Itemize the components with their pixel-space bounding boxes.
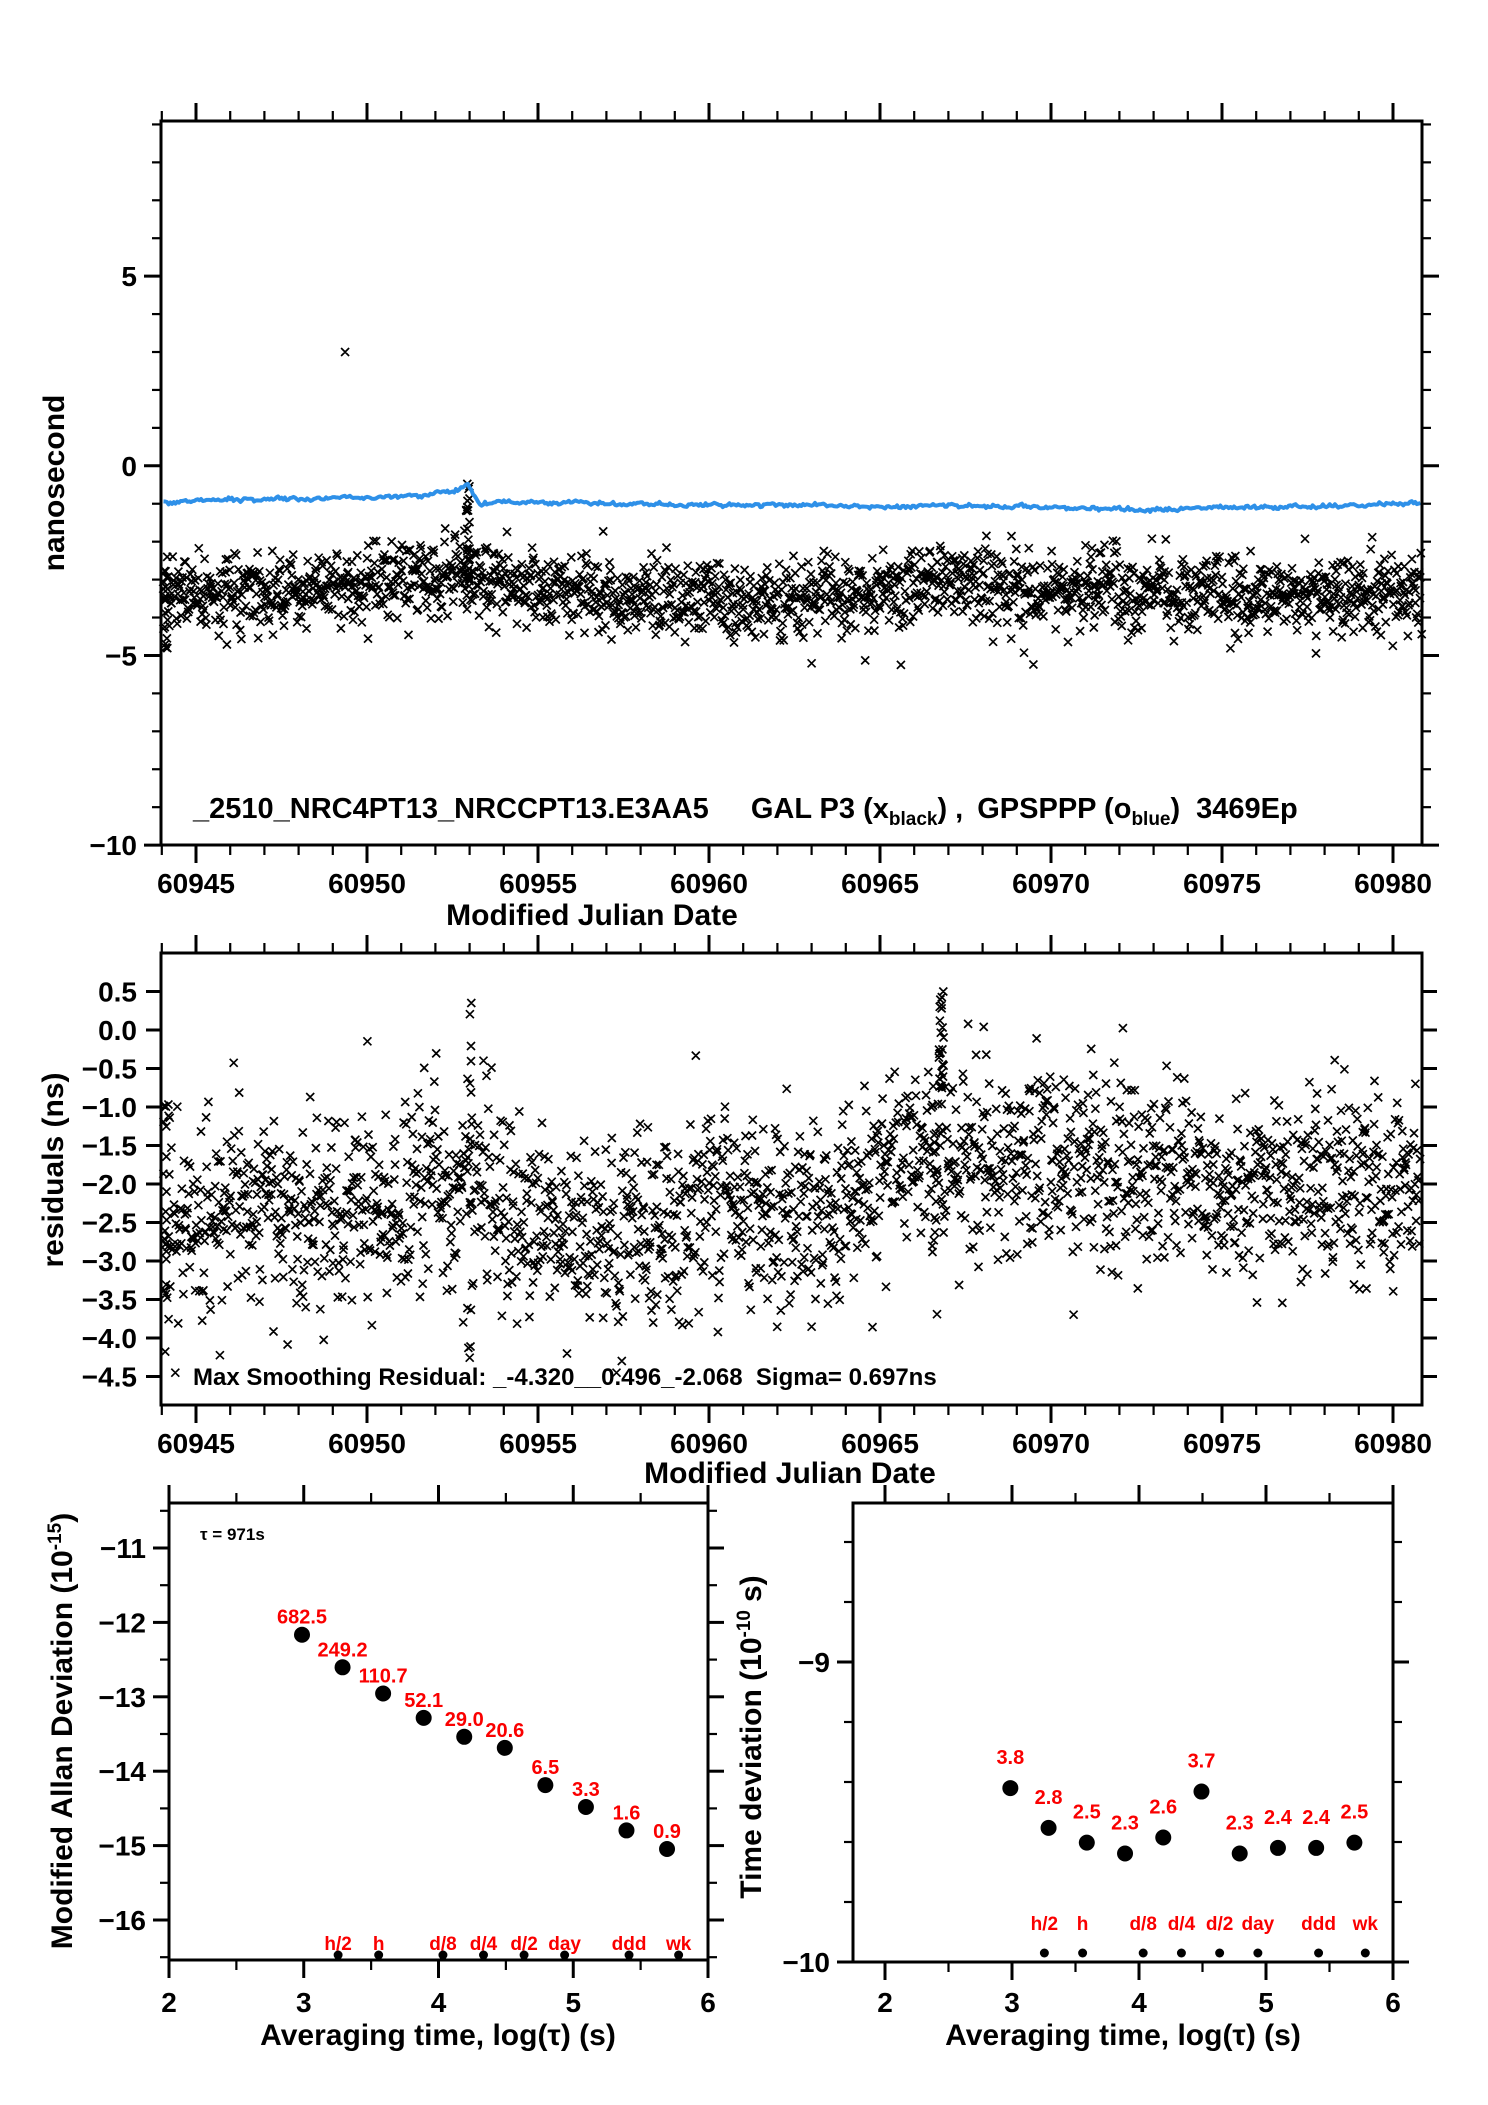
calendar-marker-label: wk	[1352, 1914, 1378, 1935]
x-tick-label: 60960	[670, 1428, 748, 1459]
deviation-point-label: 2.4	[1264, 1806, 1292, 1829]
x-tick-label: 60965	[841, 868, 919, 899]
y-tick-label: 5	[121, 261, 137, 293]
y-tick-label: −3.5	[81, 1284, 137, 1316]
deviation-point-label: 0.9	[653, 1821, 681, 1844]
calendar-marker-label: d/8	[429, 1934, 457, 1955]
x-tick-label: 60975	[1183, 868, 1261, 899]
x-tick-label: 6	[1385, 1987, 1401, 2018]
deviation-point	[456, 1729, 472, 1745]
calendar-marker-label: d/4	[1167, 1914, 1196, 1935]
y-tick-label: −5	[105, 640, 137, 672]
deviation-point	[375, 1686, 391, 1702]
deviation-point-label: 3.8	[996, 1747, 1025, 1770]
tdev-ylabel-base: Time deviation (10	[735, 1637, 768, 1899]
calendar-marker-dot	[1361, 1949, 1370, 1958]
deviation-point-label: 2.5	[1072, 1801, 1101, 1824]
title-series1: GAL P3 (x	[750, 793, 889, 825]
calendar-marker-label: h	[1076, 1914, 1089, 1935]
panel-phase	[38, 121, 1422, 932]
calendar-marker-label: day	[548, 1934, 582, 1955]
deviation-point-label: 2.6	[1149, 1796, 1178, 1819]
tdev-ylabel-exponent: -10	[734, 1610, 755, 1638]
y-tick-label: 0.0	[98, 1015, 137, 1046]
deviation-point-label: 6.5	[531, 1757, 560, 1780]
mdev-ylabel-base: Modified Allan Deviation (10	[46, 1550, 79, 1950]
y-axis-title-tdev	[734, 1575, 768, 1898]
tdev-ylabel-close: s)	[735, 1575, 768, 1603]
deviation-point	[578, 1799, 594, 1815]
deviation-point-label: 3.7	[1187, 1750, 1216, 1773]
x-axis-title-residuals: Modified Julian Date	[644, 1457, 936, 1490]
deviation-point	[335, 1659, 351, 1675]
y-tick-label: −4.0	[81, 1323, 137, 1354]
calendar-marker-label: h/2	[324, 1934, 352, 1955]
title-epochs: 3469Ep	[1196, 793, 1298, 825]
x-tick-label: 4	[1131, 1987, 1147, 2018]
y-tick-label: −11	[100, 1533, 146, 1564]
title-close: )	[1170, 793, 1181, 825]
y-tick-label: −13	[98, 1681, 146, 1713]
x-tick-label: 60945	[157, 1428, 235, 1459]
y-tick-label: −2.5	[81, 1207, 137, 1239]
x-tick-label: 3	[1004, 1987, 1020, 2018]
deviation-point	[1117, 1845, 1133, 1861]
x-tick-label: 2	[161, 1987, 177, 2018]
plot-frame-phase	[161, 121, 1422, 845]
x-tick-label: 60965	[841, 1428, 919, 1459]
deviation-point-label: 2.4	[1302, 1806, 1331, 1829]
y-tick-label: −4.5	[81, 1361, 137, 1393]
y-tick-label: −2.0	[81, 1169, 137, 1200]
y-tick-label: −16	[98, 1905, 146, 1936]
x-tick-label: 60980	[1354, 1428, 1432, 1459]
deviation-point	[416, 1710, 432, 1726]
x-tick-label: 60950	[328, 868, 406, 899]
calendar-marker-dot	[1078, 1949, 1087, 1958]
deviation-point-label: 249.2	[317, 1639, 368, 1662]
deviation-point	[1308, 1840, 1324, 1856]
calendar-marker-dot	[1253, 1949, 1262, 1958]
deviation-point	[1232, 1845, 1248, 1861]
deviation-point-label: 52.1	[404, 1689, 444, 1712]
deviation-point	[1346, 1835, 1362, 1851]
y-tick-label: −15	[98, 1830, 146, 1862]
calendar-marker-label: d/2	[510, 1934, 538, 1955]
y-tick-label: −10	[782, 1947, 830, 1978]
y-tick-label: −1.5	[81, 1130, 137, 1162]
x-tick-label: 6	[700, 1987, 716, 2018]
title-run-id: _2510_NRC4PT13_NRCCPT13.E3AA5	[193, 793, 709, 825]
title-series1-sub: black	[888, 809, 938, 830]
deviation-point	[294, 1627, 310, 1643]
calendar-marker-label: d/8	[1129, 1914, 1157, 1935]
deviation-point-label: 110.7	[358, 1665, 408, 1688]
plot-title	[192, 793, 1298, 830]
x-tick-label: 60980	[1354, 868, 1432, 899]
x-tick-label: 60945	[157, 868, 235, 899]
x-tick-label: 60955	[499, 1428, 577, 1459]
calendar-marker-dot	[1215, 1949, 1224, 1958]
calendar-marker-dot	[1314, 1949, 1323, 1958]
scatter-points	[159, 988, 1424, 1377]
plot-frame-mdev	[169, 1503, 708, 1960]
calendar-marker-label: day	[1241, 1914, 1275, 1935]
panel-residuals	[37, 953, 1422, 1490]
calendar-marker-label: d/4	[469, 1934, 498, 1955]
x-tick-label: 5	[1258, 1987, 1274, 2018]
title-series2-sub: blue	[1131, 809, 1171, 830]
deviation-point	[537, 1777, 553, 1793]
y-tick-label: −0.5	[81, 1053, 137, 1085]
calendar-marker-label: ddd	[1301, 1914, 1336, 1935]
deviation-point-label: 2.8	[1034, 1786, 1063, 1809]
deviation-point-label: 2.3	[1111, 1812, 1139, 1835]
calendar-marker-label: ddd	[611, 1934, 647, 1955]
y-tick-label: −12	[98, 1607, 146, 1639]
y-tick-label: 0	[121, 450, 137, 482]
deviation-point	[1079, 1835, 1095, 1851]
x-tick-label: 60970	[1012, 1428, 1090, 1459]
residuals-annotation: Max Smoothing Residual: _-4.320__0.496_-2.068 Sigma= 0.697ns	[193, 1364, 937, 1391]
y-axis-title-mdev	[45, 1513, 79, 1949]
calendar-marker-dot	[1177, 1949, 1186, 1958]
y-tick-label: −1.0	[81, 1092, 137, 1123]
calendar-marker-dot	[1139, 1949, 1148, 1958]
deviation-point	[618, 1822, 634, 1838]
panel-tdev	[734, 1503, 1393, 2052]
calendar-marker-label: d/2	[1205, 1914, 1234, 1935]
deviation-point	[497, 1740, 513, 1756]
calendar-marker-label: h	[372, 1934, 385, 1955]
deviation-point-label: 29.0	[444, 1708, 484, 1731]
deviation-point-label: 2.3	[1225, 1812, 1254, 1835]
deviation-point-label: 682.5	[276, 1606, 328, 1629]
mdev-ylabel-exponent: -15	[45, 1522, 66, 1551]
y-tick-label: −9	[798, 1647, 830, 1678]
calendar-marker-label: h/2	[1030, 1914, 1059, 1935]
deviation-point-label: 1.6	[612, 1802, 641, 1825]
x-axis-title-phase: Modified Julian Date	[446, 899, 738, 932]
y-tick-label: −3.0	[81, 1246, 137, 1277]
x-tick-label: 60955	[499, 868, 577, 899]
x-tick-label: 2	[877, 1987, 893, 2018]
calendar-marker-dot	[1040, 1949, 1049, 1958]
deviation-point	[1155, 1830, 1171, 1846]
y-tick-label: −14	[98, 1756, 146, 1788]
tau-annotation: τ = 971s	[200, 1525, 265, 1544]
x-tick-label: 60975	[1183, 1428, 1261, 1459]
plot-frame-tdev	[853, 1503, 1393, 1962]
mdev-ylabel-close: )	[46, 1512, 79, 1523]
y-tick-label: 0.5	[98, 976, 137, 1008]
y-axis-title-phase: nanosecond	[38, 394, 71, 572]
x-axis-title-tdev: Averaging time, log(τ) (s)	[945, 2019, 1301, 2052]
gpsppp-line	[164, 484, 1421, 512]
x-tick-label: 5	[565, 1987, 582, 2018]
title-series2: GPSPPP (o	[977, 793, 1132, 825]
title-sep: ) ,	[937, 793, 964, 825]
calendar-marker-label: wk	[665, 1934, 692, 1955]
x-axis-title-mdev: Averaging time, log(τ) (s)	[260, 2019, 616, 2052]
y-tick-label: −10	[89, 830, 137, 862]
deviation-point	[1002, 1780, 1018, 1796]
x-tick-label: 60960	[670, 868, 748, 899]
x-tick-label: 3	[295, 1987, 312, 2018]
deviation-point-label: 2.5	[1340, 1801, 1369, 1824]
deviation-point-label: 3.3	[572, 1779, 600, 1802]
deviation-point	[1193, 1784, 1209, 1800]
y-axis-title-residuals: residuals (ns)	[37, 1072, 70, 1268]
x-tick-label: 60970	[1012, 868, 1090, 899]
x-tick-label: 60950	[328, 1428, 406, 1459]
deviation-point	[1270, 1840, 1286, 1856]
deviation-point	[659, 1841, 675, 1857]
x-tick-label: 4	[430, 1987, 447, 2018]
deviation-point	[1041, 1820, 1057, 1836]
deviation-point-label: 20.6	[485, 1719, 525, 1742]
